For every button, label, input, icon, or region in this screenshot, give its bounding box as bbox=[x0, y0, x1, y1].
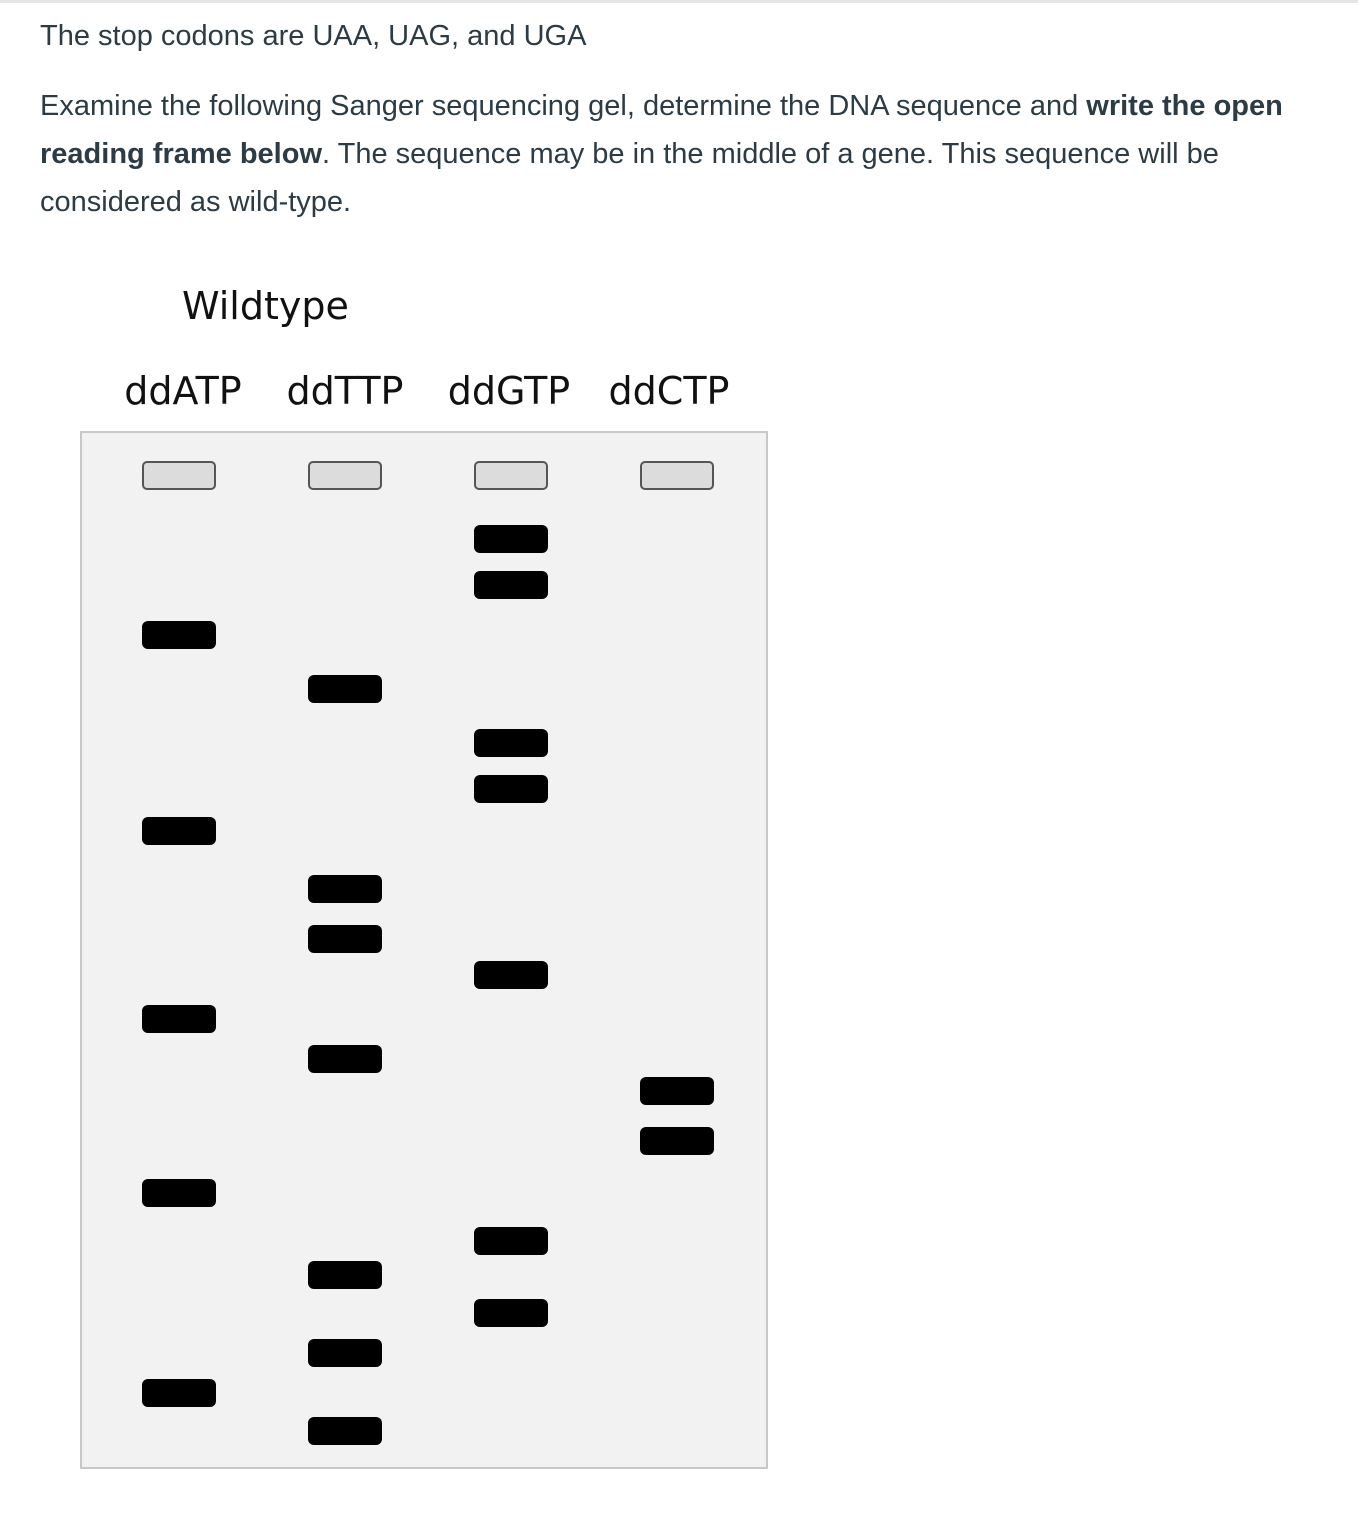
instructions-bold: write the open reading frame below bbox=[40, 90, 1283, 170]
band-ddgtp bbox=[474, 729, 548, 757]
band-ddgtp bbox=[474, 1299, 548, 1327]
band-ddatp bbox=[142, 817, 216, 845]
well-ddatp bbox=[142, 461, 216, 490]
well-ddttp bbox=[308, 461, 382, 490]
band-ddgtp bbox=[474, 525, 548, 553]
lane-label-ddttp: ddTTP bbox=[286, 369, 404, 413]
sequencing-gel bbox=[80, 431, 768, 1469]
band-ddgtp bbox=[474, 1227, 548, 1255]
band-ddatp bbox=[142, 621, 216, 649]
band-ddttp bbox=[308, 875, 382, 903]
band-ddctp bbox=[640, 1077, 714, 1105]
band-ddttp bbox=[308, 1339, 382, 1367]
band-ddatp bbox=[142, 1179, 216, 1207]
band-ddttp bbox=[308, 1261, 382, 1289]
well-ddctp bbox=[640, 461, 714, 490]
top-divider bbox=[0, 0, 1358, 3]
band-ddgtp bbox=[474, 571, 548, 599]
well-ddgtp bbox=[474, 461, 548, 490]
band-ddctp bbox=[640, 1127, 714, 1155]
lane-label-ddatp: ddATP bbox=[124, 369, 242, 413]
band-ddatp bbox=[142, 1005, 216, 1033]
band-ddgtp bbox=[474, 775, 548, 803]
gel-title: Wildtype bbox=[182, 284, 349, 328]
band-ddttp bbox=[308, 1417, 382, 1445]
band-ddttp bbox=[308, 1045, 382, 1073]
question-text bbox=[40, 12, 1340, 226]
band-ddttp bbox=[308, 675, 382, 703]
band-ddttp bbox=[308, 925, 382, 953]
band-ddatp bbox=[142, 1379, 216, 1407]
lane-label-ddctp: ddCTP bbox=[608, 369, 730, 413]
stop-codon-note: The stop codons are UAA, UAG, and UGA bbox=[40, 20, 587, 52]
instructions-part-2: . The sequence may be in the middle of a gene. This sequence will be considered as wild-type. bbox=[40, 138, 1219, 218]
lane-label-ddgtp: ddGTP bbox=[447, 369, 571, 413]
question-instructions bbox=[40, 82, 1340, 226]
instructions-part-1: Examine the following Sanger sequencing gel, determine the DNA sequence and bbox=[40, 90, 1087, 122]
band-ddgtp bbox=[474, 961, 548, 989]
